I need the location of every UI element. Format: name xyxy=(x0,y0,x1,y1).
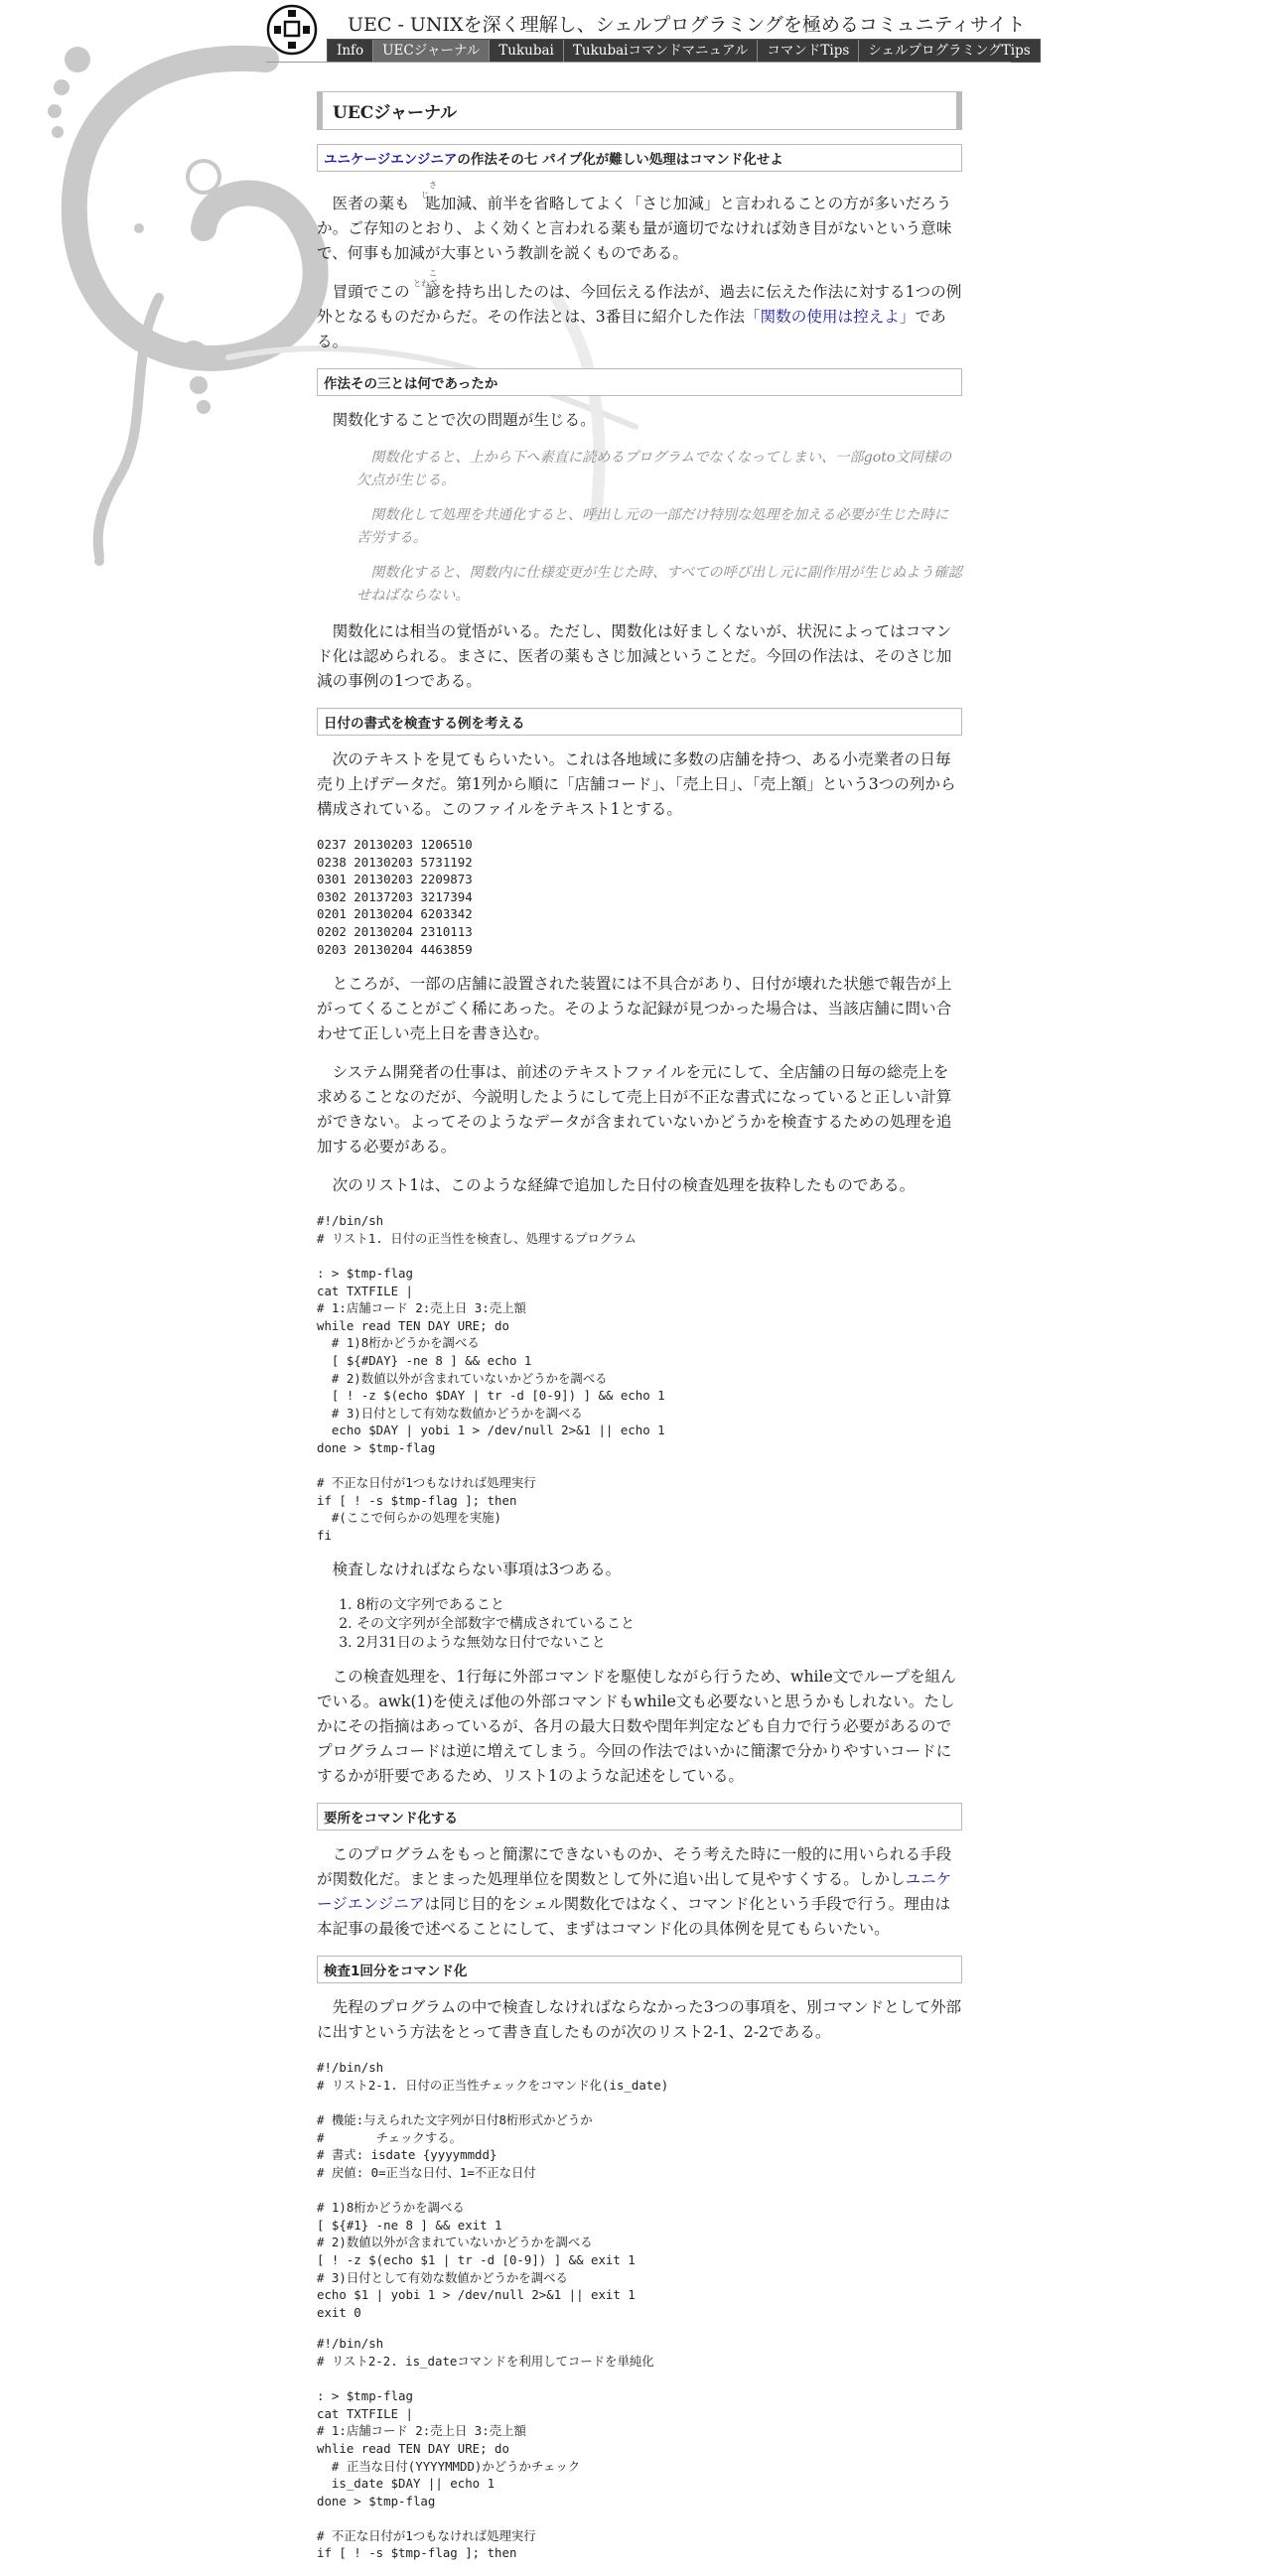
section-heading: 要所をコマンド化する xyxy=(317,1803,962,1830)
nav-item[interactable]: シェルプログラミングTips xyxy=(858,40,1039,62)
site-header xyxy=(266,0,1031,64)
paragraph: ところが、一部の店舗に設置された装置には不具合があり、日付が壊れた状態で報告が上がってくることがごく稀にあった。そのような記録が見つかった場合は、当該店舗に問い合わせて正しい売上日を書き込む。 xyxy=(317,975,952,1043)
unicage-engineer-link[interactable]: ユニケージエンジニア xyxy=(317,1870,952,1914)
blockquote-item: 関数化して処理を共通化すると、呼出し元の一部だけ特別な処理を加える必要が生じた時に苦労する。 xyxy=(356,507,948,546)
blockquote-item: 関数化すると、関数内に仕様変更が生じた時、すべての呼び出し元に副作用が生じぬよう確認せねばならない。 xyxy=(356,565,962,604)
paragraph: 関数化することで次の問題が生じる。 xyxy=(332,411,596,429)
intro-paragraph-2: 冒頭でこの ことわざ 諺を持ち出したのは、今回伝える作法が、過去に伝えた作法に対する1つの例外となるものだからだ。その作法とは、3番目に紹介した作法「関数の使用は控えよ」である。 xyxy=(317,269,962,350)
paragraph: このプログラムをもっと簡潔にできないものか、そう考えた時に一般的に用いられる手段が関数化だ。まとまった処理単位を関数として外に追い出して見やすくする。しかしユニケージエンジニアは同じ目的をシェル関数化ではなく、コマンド化という手段で行う。理由は本記事の最後で述べることにして、まずはコマンド化の具体例を見てもらいたい。 xyxy=(317,1845,952,1939)
check-item: 3. 2月31日のような無効な日付でないこと xyxy=(356,1634,962,1653)
nav-divider xyxy=(266,62,1011,63)
article-title-text: の作法その七 パイプ化が難しい処理はコマンド化せよ xyxy=(457,152,783,168)
rule-three-link[interactable]: 「関数の使用は控えよ」 xyxy=(744,308,916,326)
nav-item[interactable]: Info xyxy=(337,43,364,59)
check-item: 1. 8桁の文字列であること xyxy=(356,1596,962,1615)
paragraph: 関数化には相当の覚悟がいる。ただし、関数化は好ましくないが、状況によってはコマンド化は認められる。まさに、医者の薬もさじ加減ということだ。今回の作法は、そのさじ加減の事例の1つである。 xyxy=(317,622,952,690)
site-logo[interactable] xyxy=(266,4,318,56)
paragraph: 次のテキストを見てもらいたい。これは各地域に多数の店舗を持つ、ある小売業者の日毎売り上げデータだ。第1列から順に「店舗コード」、「売上日」、「売上額」という3つの列から構成されている。このファイルをテキスト1とする。 xyxy=(317,750,956,818)
paragraph: 次のリスト1は、このような経緯で追加した日付の検査処理を抜粋したものである。 xyxy=(332,1176,916,1195)
section-heading: 検査1回分をコマンド化 xyxy=(317,1956,962,1983)
check-item: 2. その文字列が全部数字で構成されていること xyxy=(356,1615,962,1634)
check-list xyxy=(317,1596,962,1653)
code-listing-1: #!/bin/sh # リスト1. 日付の正当性を検査し、処理するプログラム : > $tmp-flag cat TXTFILE | # 1:店舗コード 2:売上日 3:売上額 while read TEN DAY URE; do # 1)8桁かどうかを調べる [ ${#DAY} -ne 8 ] && echo 1 # 2)数値以外が含まれていないかどうかを調べる [ ! -z $(echo $DAY | tr -d [0-9]) ] && echo 1 # 3)日付として有効な数値かどうかを調べる echo $DAY | yobi 1 > /dev/null 2>&1 || echo 1 done > $tmp-flag # 不正な日付が1つもなければ処理実行 if [ ! -s $tmp-flag ]; then #(ここで何らかの処理を実施) fi xyxy=(317,1213,665,1543)
code-listing-2-2: #!/bin/sh # リスト2-2. is_dateコマンドを利用してコードを単純化 : > $tmp-flag cat TXTFILE | # 1:店舗コード 2:売上日 3:売上額 whlie read TEN DAY URE; do # 正当な日付(YYYYMMDD)かどうかチェック is_date $DAY || echo 1 done > $tmp-flag # 不正な日付が1つもなければ処理実行 if [ ! -s $tmp-flag ]; then xyxy=(317,2336,654,2561)
article-title-link[interactable]: ユニケージエンジニア xyxy=(324,152,458,168)
section-heading: 作法その三とは何であったか xyxy=(317,368,962,396)
text1-data-block: 0237 20130203 1206510 0238 20130203 5731192 0301 20130203 2209873 0302 20137203 3217394 0201 20130204 6203342 0202 20130204 2310113 0203 20130204 4463859 xyxy=(317,837,473,957)
main-content xyxy=(317,91,962,2576)
ruby-reading: さじ xyxy=(421,181,437,200)
paragraph: この検査処理を、1行毎に外部コマンドを駆使しながら行うため、while文でループを組んでいる。awk(1)を使えば他の外部コマンドもwhile文も必要ないと思うかもしれない。たしかにその指摘はあっているが、各月の最大日数や閏年判定なども自力で行う必要があるのでプログラムコードは逆に増えてしまう。今回の作法ではいかに簡潔で分かりやすいコードにするかが肝要であるため、リスト1のような記述をしている。 xyxy=(317,1668,956,1786)
intro-paragraph-1: 医者の薬も さじ 匙加減、前半を省略してよく「さじ加減」と言われることの方が多いだろうか。ご存知のとおり、よく効くと言われる薬も量が適切でなければ効き目がないという意味で、何事も加減が大事という教訓を説くものである。 xyxy=(317,181,952,262)
ruby-reading: ことわざ xyxy=(413,269,438,288)
blockquote-item: 関数化すると、上から下へ素直に読めるプログラムでなくなってしまい、一部goto文同様の欠点が生じる。 xyxy=(356,450,952,488)
page-title: UECジャーナル xyxy=(317,91,962,130)
paragraph: 検査しなければならない事項は3つある。 xyxy=(332,1560,622,1579)
paragraph: システム開発者の仕事は、前述のテキストファイルを元にして、全店舗の日毎の総売上を求めることなのだが、今説明したようにして売上日が不正な書式になっていると正しい計算ができない。よってそのようなデータが含まれていないかどうかを検査するための処理を追加する必要がある。 xyxy=(317,1063,952,1156)
site-title: UEC - UNIXを深く理解し、シェルプログラミングを極めるコミュニティサイト xyxy=(348,14,1026,36)
article-title xyxy=(317,144,962,172)
main-nav xyxy=(327,39,1041,63)
nav-item[interactable]: Tukubai xyxy=(489,40,563,62)
nav-item[interactable]: Tukubaiコマンドマニュアル xyxy=(563,40,758,62)
code-listing-2-1: #!/bin/sh # リスト2-1. 日付の正当性チェックをコマンド化(is_date) # 機能:与えられた文字列が日付8桁形式かどうか # チェックする。 # 書式: isdate {yyyymmdd} # 戻値: 0=正当な日付、1=不正な日付 # 1)8桁かどうかを調べる [ ${#1} -ne 8 ] && exit 1 # 2)数値以外が含まれていないかどうかを調べる [ ! -z $(echo $1 | tr -d [0-9]) ] && exit 1 # 3)日付として有効な数値かどうかを調べる echo $1 | yobi 1 > /dev/null 2>&1 || exit 1 exit 0 xyxy=(317,2060,669,2320)
paragraph: 先程のプログラムの中で検査しなければならなかった3つの事項を、別コマンドとして外部に出すという方法をとって書き直したものが次のリスト2-1、2-2である。 xyxy=(317,1998,962,2042)
nav-item[interactable]: コマンドTips xyxy=(757,40,858,62)
nav-item[interactable]: UECジャーナル xyxy=(372,40,489,62)
quote-list xyxy=(317,447,962,608)
section-heading: 日付の書式を検査する例を考える xyxy=(317,708,962,736)
